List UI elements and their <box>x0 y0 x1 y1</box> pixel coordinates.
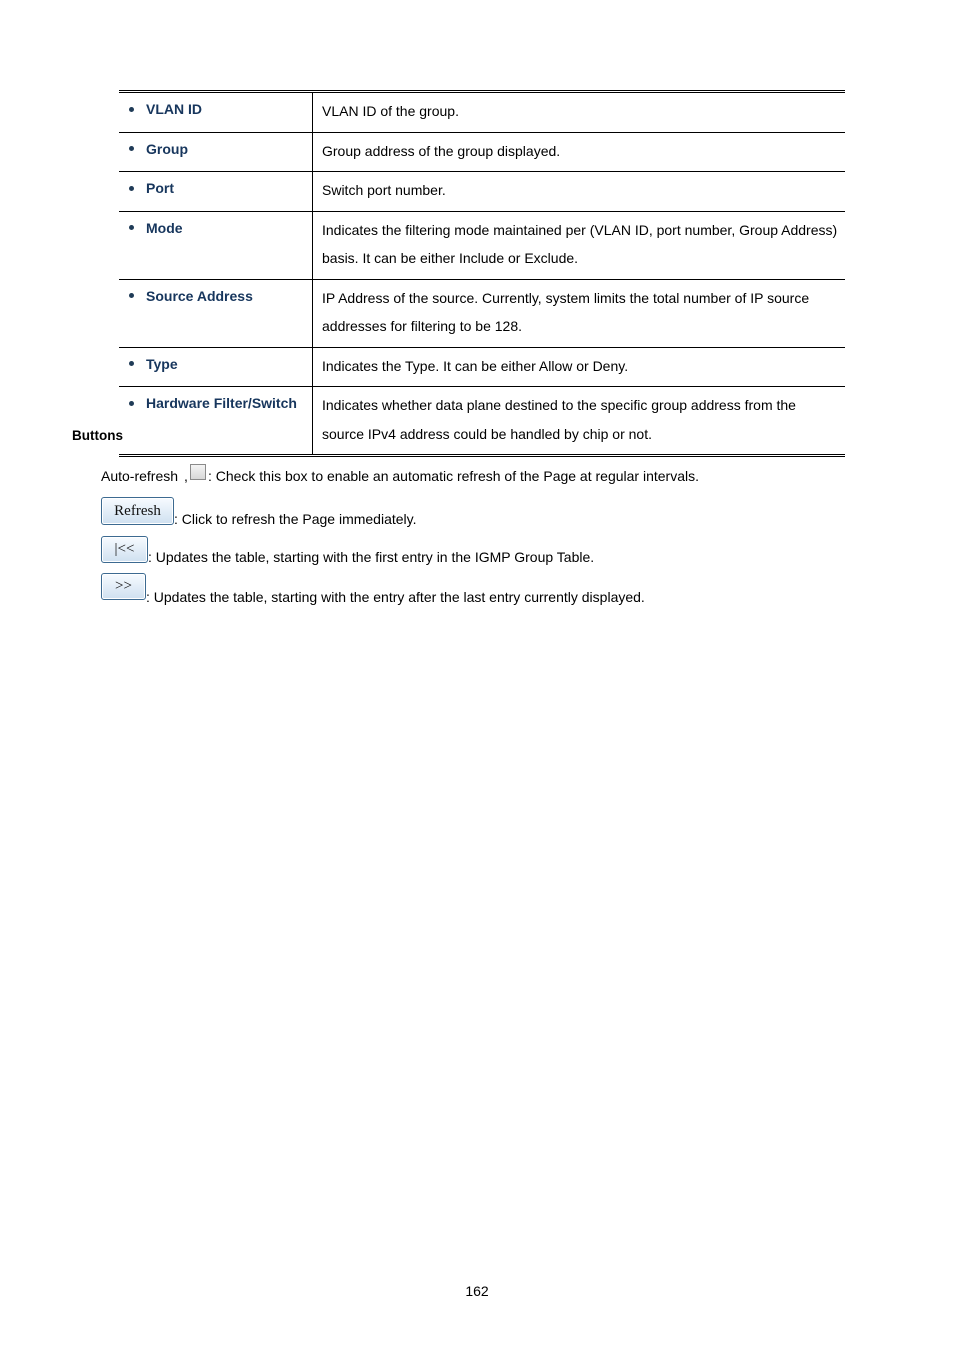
term-label: Type <box>146 355 178 372</box>
description-cell: Switch port number. <box>313 172 846 212</box>
auto-refresh-row <box>101 468 699 484</box>
first-page-description: : Updates the table, starting with the first entry in the IGMP Group Table. <box>148 549 595 565</box>
term-cell <box>119 132 313 172</box>
description-cell: Indicates the Type. It can be either Allow or Deny. <box>313 347 846 387</box>
term-label: Source Address <box>146 287 253 304</box>
bullet-icon <box>129 293 134 298</box>
term-cell <box>119 172 313 212</box>
table-row <box>119 387 845 456</box>
bullet-icon <box>129 146 134 151</box>
comma-separator: , <box>184 468 188 484</box>
term-label: VLAN ID <box>146 101 202 117</box>
refresh-description: : Click to refresh the Page immediately. <box>174 511 417 527</box>
description-cell: Group address of the group displayed. <box>313 132 846 172</box>
auto-refresh-label: Auto-refresh <box>101 468 179 484</box>
table-row <box>119 211 845 279</box>
term-label: Port <box>146 180 174 196</box>
table-row <box>119 92 845 133</box>
description-cell: VLAN ID of the group. <box>313 92 846 133</box>
parameter-table <box>119 90 845 457</box>
term-cell <box>119 279 313 347</box>
refresh-button[interactable]: Refresh <box>101 497 174 525</box>
auto-refresh-description: : Check this box to enable an automatic refresh of the Page at regular intervals. <box>207 468 699 484</box>
term-cell <box>119 387 313 456</box>
first-page-row <box>101 536 594 563</box>
page-number: 162 <box>465 1283 489 1299</box>
auto-refresh-checkbox[interactable] <box>190 464 206 480</box>
term-cell <box>119 211 313 279</box>
next-page-description: : Updates the table, starting with the entry after the last entry currently displayed. <box>146 589 645 605</box>
bullet-icon <box>129 107 134 112</box>
term-label: Hardware Filter/Switch <box>146 395 297 411</box>
description-cell: Indicates whether data plane destined to the specific group address from the source IPv4 address could be handled by chip or not. <box>322 397 796 442</box>
term-label: Mode <box>146 219 183 236</box>
description-cell: IP Address of the source. Currently, system limits the total number of IP source addresses for filtering to be 128. <box>313 279 846 347</box>
description-cell: Indicates the filtering mode maintained per (VLAN ID, port number, Group Address) basis. It can be either Include or Exclude. <box>313 211 846 279</box>
refresh-row <box>101 497 417 525</box>
next-page-button[interactable]: >> <box>101 573 146 600</box>
buttons-heading: Buttons <box>72 428 123 443</box>
table-row <box>119 347 845 387</box>
first-page-button[interactable]: |<< <box>101 536 148 563</box>
bullet-icon <box>129 186 134 191</box>
table-row <box>119 279 845 347</box>
next-page-row <box>101 573 645 605</box>
bullet-icon <box>129 401 134 406</box>
term-cell <box>119 347 313 387</box>
term-label: Group <box>146 140 188 157</box>
table-row <box>119 132 845 172</box>
bullet-icon <box>129 361 134 366</box>
table-row <box>119 172 845 212</box>
bullet-icon <box>129 225 134 230</box>
term-cell <box>119 92 313 133</box>
